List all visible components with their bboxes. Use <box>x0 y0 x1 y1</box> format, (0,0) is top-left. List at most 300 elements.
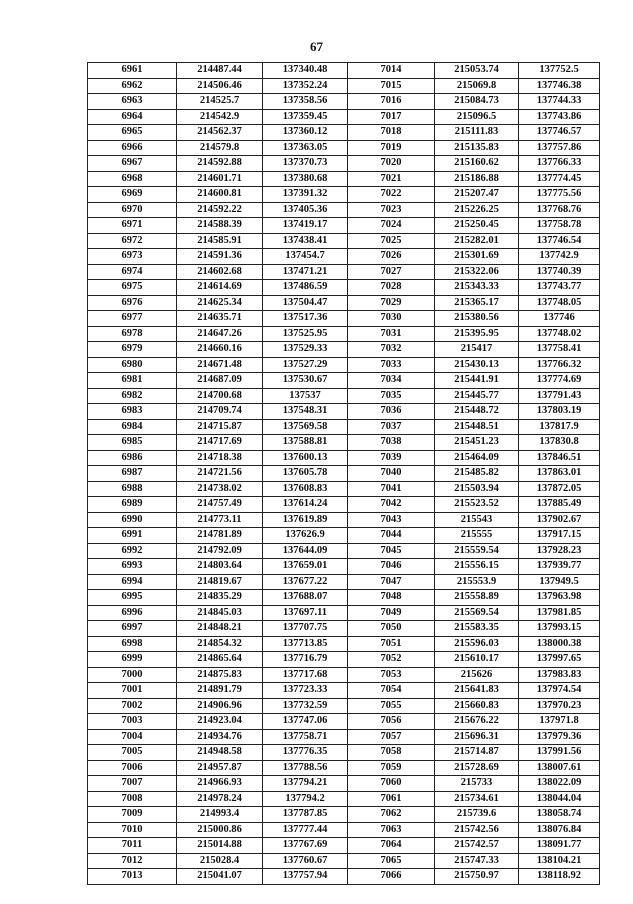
y-coord-right: 137928.23 <box>519 543 600 559</box>
x-coord-left: 214525.7 <box>177 94 263 110</box>
table-row <box>88 512 600 528</box>
table-row <box>88 729 600 745</box>
point-id-right: 7046 <box>348 559 435 575</box>
point-id-left: 7000 <box>88 667 177 683</box>
x-coord-right: 215641.83 <box>435 683 519 699</box>
x-coord-right: 215448.72 <box>435 404 519 420</box>
x-coord-right: 215322.06 <box>435 264 519 280</box>
x-coord-left: 215028.4 <box>177 853 263 869</box>
table-row <box>88 249 600 265</box>
x-coord-right: 215750.97 <box>435 869 519 885</box>
table-row <box>88 776 600 792</box>
point-id-right: 7045 <box>348 543 435 559</box>
x-coord-left: 214592.22 <box>177 202 263 218</box>
point-id-right: 7059 <box>348 760 435 776</box>
table-row <box>88 311 600 327</box>
y-coord-right: 137846.51 <box>519 450 600 466</box>
y-coord-left: 137716.79 <box>263 652 348 668</box>
y-coord-left: 137614.24 <box>263 497 348 513</box>
point-id-right: 7034 <box>348 373 435 389</box>
table-row <box>88 357 600 373</box>
y-coord-left: 137419.17 <box>263 218 348 234</box>
x-coord-right: 215559.54 <box>435 543 519 559</box>
point-id-right: 7064 <box>348 838 435 854</box>
x-coord-right: 215186.88 <box>435 171 519 187</box>
point-id-left: 6984 <box>88 419 177 435</box>
point-id-left: 6964 <box>88 109 177 125</box>
x-coord-left: 214957.87 <box>177 760 263 776</box>
y-coord-left: 137787.85 <box>263 807 348 823</box>
point-id-left: 7009 <box>88 807 177 823</box>
x-coord-left: 214773.11 <box>177 512 263 528</box>
table-row <box>88 528 600 544</box>
y-coord-right: 137949.5 <box>519 574 600 590</box>
x-coord-right: 215610.17 <box>435 652 519 668</box>
y-coord-left: 137527.29 <box>263 357 348 373</box>
point-id-left: 6961 <box>88 63 177 79</box>
y-coord-left: 137688.07 <box>263 590 348 606</box>
y-coord-right: 138076.84 <box>519 822 600 838</box>
x-coord-right: 215053.74 <box>435 63 519 79</box>
y-coord-right: 137939.77 <box>519 559 600 575</box>
y-coord-right: 138000.38 <box>519 636 600 652</box>
x-coord-right: 215430.13 <box>435 357 519 373</box>
point-id-right: 7037 <box>348 419 435 435</box>
x-coord-right: 215226.25 <box>435 202 519 218</box>
table-row <box>88 435 600 451</box>
y-coord-left: 137363.05 <box>263 140 348 156</box>
table-row <box>88 574 600 590</box>
y-coord-right: 137775.56 <box>519 187 600 203</box>
point-id-left: 7011 <box>88 838 177 854</box>
y-coord-right: 137885.49 <box>519 497 600 513</box>
x-coord-left: 214671.48 <box>177 357 263 373</box>
point-id-right: 7039 <box>348 450 435 466</box>
point-id-left: 6995 <box>88 590 177 606</box>
y-coord-right: 137963.98 <box>519 590 600 606</box>
x-coord-right: 215441.91 <box>435 373 519 389</box>
y-coord-left: 137794.2 <box>263 791 348 807</box>
point-id-left: 6991 <box>88 528 177 544</box>
table-row <box>88 466 600 482</box>
y-coord-left: 137380.68 <box>263 171 348 187</box>
y-coord-right: 137830.8 <box>519 435 600 451</box>
y-coord-left: 137525.95 <box>263 326 348 342</box>
point-id-right: 7028 <box>348 280 435 296</box>
point-id-right: 7027 <box>348 264 435 280</box>
x-coord-left: 214585.91 <box>177 233 263 249</box>
y-coord-left: 137608.83 <box>263 481 348 497</box>
x-coord-left: 214923.04 <box>177 714 263 730</box>
table-row <box>88 388 600 404</box>
y-coord-left: 137644.09 <box>263 543 348 559</box>
x-coord-left: 214487.44 <box>177 63 263 79</box>
x-coord-left: 214614.69 <box>177 280 263 296</box>
y-coord-right: 137971.8 <box>519 714 600 730</box>
table-row <box>88 605 600 621</box>
y-coord-right: 138058.74 <box>519 807 600 823</box>
y-coord-right: 137981.85 <box>519 605 600 621</box>
x-coord-left: 214865.64 <box>177 652 263 668</box>
y-coord-left: 137758.71 <box>263 729 348 745</box>
x-coord-right: 215417 <box>435 342 519 358</box>
y-coord-right: 137744.33 <box>519 94 600 110</box>
table-row <box>88 869 600 885</box>
y-coord-right: 137746.57 <box>519 125 600 141</box>
y-coord-left: 137530.67 <box>263 373 348 389</box>
y-coord-left: 137707.75 <box>263 621 348 637</box>
table-row <box>88 450 600 466</box>
x-coord-left: 214781.89 <box>177 528 263 544</box>
y-coord-right: 137872.05 <box>519 481 600 497</box>
x-coord-left: 214635.71 <box>177 311 263 327</box>
table-row <box>88 543 600 559</box>
y-coord-right: 137970.23 <box>519 698 600 714</box>
point-id-left: 6981 <box>88 373 177 389</box>
x-coord-right: 215448.51 <box>435 419 519 435</box>
y-coord-left: 137697.11 <box>263 605 348 621</box>
x-coord-left: 214875.83 <box>177 667 263 683</box>
x-coord-left: 214819.67 <box>177 574 263 590</box>
point-id-left: 7010 <box>88 822 177 838</box>
point-id-right: 7056 <box>348 714 435 730</box>
y-coord-right: 137917.15 <box>519 528 600 544</box>
point-id-left: 6975 <box>88 280 177 296</box>
y-coord-left: 137370.73 <box>263 156 348 172</box>
point-id-left: 6983 <box>88 404 177 420</box>
x-coord-left: 214700.68 <box>177 388 263 404</box>
x-coord-left: 214715.87 <box>177 419 263 435</box>
x-coord-right: 215596.03 <box>435 636 519 652</box>
y-coord-left: 137517.36 <box>263 311 348 327</box>
point-id-right: 7060 <box>348 776 435 792</box>
y-coord-right: 137742.9 <box>519 249 600 265</box>
x-coord-left: 214647.26 <box>177 326 263 342</box>
point-id-right: 7016 <box>348 94 435 110</box>
coordinates-table <box>87 62 600 885</box>
y-coord-left: 137600.13 <box>263 450 348 466</box>
point-id-right: 7049 <box>348 605 435 621</box>
x-coord-right: 215160.62 <box>435 156 519 172</box>
y-coord-left: 137717.68 <box>263 667 348 683</box>
x-coord-right: 215096.5 <box>435 109 519 125</box>
x-coord-right: 215733 <box>435 776 519 792</box>
point-id-left: 6968 <box>88 171 177 187</box>
y-coord-left: 137471.21 <box>263 264 348 280</box>
point-id-right: 7026 <box>348 249 435 265</box>
point-id-left: 7007 <box>88 776 177 792</box>
y-coord-right: 137746 <box>519 311 600 327</box>
y-coord-left: 137788.56 <box>263 760 348 776</box>
y-coord-right: 137743.77 <box>519 280 600 296</box>
x-coord-right: 215739.6 <box>435 807 519 823</box>
point-id-left: 7004 <box>88 729 177 745</box>
y-coord-right: 137774.45 <box>519 171 600 187</box>
y-coord-left: 137340.48 <box>263 63 348 79</box>
table-row <box>88 838 600 854</box>
table-row <box>88 481 600 497</box>
y-coord-left: 137405.36 <box>263 202 348 218</box>
table-row <box>88 63 600 79</box>
point-id-left: 6977 <box>88 311 177 327</box>
point-id-left: 6986 <box>88 450 177 466</box>
x-coord-right: 215660.83 <box>435 698 519 714</box>
point-id-right: 7031 <box>348 326 435 342</box>
x-coord-right: 215301.69 <box>435 249 519 265</box>
x-coord-left: 214601.71 <box>177 171 263 187</box>
x-coord-right: 215207.47 <box>435 187 519 203</box>
x-coord-left: 214934.76 <box>177 729 263 745</box>
y-coord-right: 138022.09 <box>519 776 600 792</box>
x-coord-right: 215250.45 <box>435 218 519 234</box>
y-coord-left: 137360.12 <box>263 125 348 141</box>
table-row <box>88 156 600 172</box>
x-coord-right: 215343.33 <box>435 280 519 296</box>
point-id-right: 7055 <box>348 698 435 714</box>
x-coord-left: 214506.46 <box>177 78 263 94</box>
table-row <box>88 714 600 730</box>
y-coord-left: 137677.22 <box>263 574 348 590</box>
table-row <box>88 171 600 187</box>
point-id-left: 6970 <box>88 202 177 218</box>
x-coord-right: 215485.82 <box>435 466 519 482</box>
point-id-left: 6976 <box>88 295 177 311</box>
x-coord-right: 215676.22 <box>435 714 519 730</box>
y-coord-right: 138104.21 <box>519 853 600 869</box>
x-coord-left: 214757.49 <box>177 497 263 513</box>
point-id-left: 6979 <box>88 342 177 358</box>
y-coord-left: 137626.9 <box>263 528 348 544</box>
y-coord-right: 137743.86 <box>519 109 600 125</box>
y-coord-left: 137569.58 <box>263 419 348 435</box>
y-coord-left: 137486.59 <box>263 280 348 296</box>
x-coord-left: 214660.16 <box>177 342 263 358</box>
point-id-right: 7040 <box>348 466 435 482</box>
y-coord-right: 137766.32 <box>519 357 600 373</box>
point-id-left: 6980 <box>88 357 177 373</box>
y-coord-right: 137791.43 <box>519 388 600 404</box>
point-id-left: 6967 <box>88 156 177 172</box>
x-coord-left: 214602.68 <box>177 264 263 280</box>
table-row <box>88 342 600 358</box>
y-coord-left: 137767.69 <box>263 838 348 854</box>
point-id-right: 7015 <box>348 78 435 94</box>
table-row <box>88 187 600 203</box>
x-coord-left: 214600.81 <box>177 187 263 203</box>
point-id-right: 7044 <box>348 528 435 544</box>
point-id-left: 7012 <box>88 853 177 869</box>
point-id-right: 7057 <box>348 729 435 745</box>
point-id-left: 6998 <box>88 636 177 652</box>
point-id-right: 7043 <box>348 512 435 528</box>
table-row <box>88 621 600 637</box>
y-coord-right: 138091.77 <box>519 838 600 854</box>
point-id-left: 6973 <box>88 249 177 265</box>
x-coord-left: 214591.36 <box>177 249 263 265</box>
x-coord-right: 215558.89 <box>435 590 519 606</box>
point-id-right: 7052 <box>348 652 435 668</box>
x-coord-left: 214803.64 <box>177 559 263 575</box>
table-row <box>88 373 600 389</box>
y-coord-right: 137774.69 <box>519 373 600 389</box>
table-row <box>88 667 600 683</box>
table-row <box>88 109 600 125</box>
y-coord-right: 137974.54 <box>519 683 600 699</box>
y-coord-right: 137997.65 <box>519 652 600 668</box>
coordinates-table-body <box>88 63 600 885</box>
x-coord-right: 215742.57 <box>435 838 519 854</box>
point-id-left: 6992 <box>88 543 177 559</box>
table-row <box>88 125 600 141</box>
x-coord-right: 215569.54 <box>435 605 519 621</box>
point-id-left: 6982 <box>88 388 177 404</box>
y-coord-left: 137760.67 <box>263 853 348 869</box>
y-coord-right: 137757.86 <box>519 140 600 156</box>
y-coord-right: 137803.19 <box>519 404 600 420</box>
point-id-left: 6988 <box>88 481 177 497</box>
y-coord-right: 138044.04 <box>519 791 600 807</box>
y-coord-right: 137746.54 <box>519 233 600 249</box>
x-coord-left: 214891.79 <box>177 683 263 699</box>
y-coord-left: 137548.31 <box>263 404 348 420</box>
table-row <box>88 280 600 296</box>
table-row <box>88 233 600 249</box>
point-id-left: 6994 <box>88 574 177 590</box>
table-row <box>88 404 600 420</box>
table-row <box>88 745 600 761</box>
y-coord-right: 137748.02 <box>519 326 600 342</box>
point-id-right: 7063 <box>348 822 435 838</box>
point-id-left: 6997 <box>88 621 177 637</box>
point-id-right: 7036 <box>348 404 435 420</box>
point-id-left: 6962 <box>88 78 177 94</box>
point-id-right: 7058 <box>348 745 435 761</box>
x-coord-right: 215747.33 <box>435 853 519 869</box>
x-coord-right: 215464.09 <box>435 450 519 466</box>
y-coord-right: 137746.38 <box>519 78 600 94</box>
point-id-left: 6966 <box>88 140 177 156</box>
x-coord-right: 215282.01 <box>435 233 519 249</box>
y-coord-right: 137740.39 <box>519 264 600 280</box>
point-id-left: 6990 <box>88 512 177 528</box>
x-coord-left: 214579.8 <box>177 140 263 156</box>
x-coord-right: 215395.95 <box>435 326 519 342</box>
y-coord-left: 137537 <box>263 388 348 404</box>
point-id-right: 7062 <box>348 807 435 823</box>
point-id-right: 7025 <box>348 233 435 249</box>
point-id-right: 7019 <box>348 140 435 156</box>
table-row <box>88 698 600 714</box>
point-id-left: 7005 <box>88 745 177 761</box>
point-id-left: 7008 <box>88 791 177 807</box>
x-coord-left: 214848.21 <box>177 621 263 637</box>
y-coord-right: 137768.76 <box>519 202 600 218</box>
y-coord-left: 137358.56 <box>263 94 348 110</box>
point-id-right: 7014 <box>348 63 435 79</box>
y-coord-right: 137863.01 <box>519 466 600 482</box>
x-coord-left: 214966.93 <box>177 776 263 792</box>
x-coord-right: 215445.77 <box>435 388 519 404</box>
point-id-left: 6974 <box>88 264 177 280</box>
x-coord-left: 215014.88 <box>177 838 263 854</box>
point-id-left: 7001 <box>88 683 177 699</box>
point-id-right: 7038 <box>348 435 435 451</box>
point-id-left: 6969 <box>88 187 177 203</box>
table-row <box>88 295 600 311</box>
y-coord-left: 137747.06 <box>263 714 348 730</box>
x-coord-left: 214588.39 <box>177 218 263 234</box>
x-coord-left: 214625.34 <box>177 295 263 311</box>
x-coord-left: 214718.38 <box>177 450 263 466</box>
x-coord-left: 214792.09 <box>177 543 263 559</box>
x-coord-right: 215084.73 <box>435 94 519 110</box>
table-row <box>88 202 600 218</box>
point-id-left: 6971 <box>88 218 177 234</box>
table-row <box>88 326 600 342</box>
x-coord-right: 215728.69 <box>435 760 519 776</box>
table-row <box>88 590 600 606</box>
point-id-right: 7061 <box>348 791 435 807</box>
point-id-right: 7020 <box>348 156 435 172</box>
table-row <box>88 264 600 280</box>
point-id-left: 6978 <box>88 326 177 342</box>
table-row <box>88 78 600 94</box>
point-id-right: 7053 <box>348 667 435 683</box>
x-coord-left: 214562.37 <box>177 125 263 141</box>
y-coord-left: 137732.59 <box>263 698 348 714</box>
point-id-right: 7033 <box>348 357 435 373</box>
x-coord-right: 215734.61 <box>435 791 519 807</box>
x-coord-right: 215626 <box>435 667 519 683</box>
point-id-right: 7017 <box>348 109 435 125</box>
x-coord-right: 215451.23 <box>435 435 519 451</box>
point-id-right: 7021 <box>348 171 435 187</box>
x-coord-left: 214835.29 <box>177 590 263 606</box>
y-coord-left: 137352.24 <box>263 78 348 94</box>
x-coord-right: 215556.15 <box>435 559 519 575</box>
y-coord-right: 137983.83 <box>519 667 600 683</box>
y-coord-left: 137438.41 <box>263 233 348 249</box>
x-coord-left: 214721.56 <box>177 466 263 482</box>
table-row <box>88 218 600 234</box>
y-coord-right: 138118.92 <box>519 869 600 885</box>
table-row <box>88 683 600 699</box>
x-coord-left: 214845.03 <box>177 605 263 621</box>
x-coord-left: 214978.24 <box>177 791 263 807</box>
point-id-left: 7006 <box>88 760 177 776</box>
x-coord-left: 214854.32 <box>177 636 263 652</box>
table-row <box>88 497 600 513</box>
x-coord-left: 214592.88 <box>177 156 263 172</box>
point-id-left: 6999 <box>88 652 177 668</box>
x-coord-right: 215696.31 <box>435 729 519 745</box>
table-row <box>88 559 600 575</box>
point-id-left: 6963 <box>88 94 177 110</box>
y-coord-left: 137359.45 <box>263 109 348 125</box>
y-coord-right: 137902.67 <box>519 512 600 528</box>
y-coord-right: 137993.15 <box>519 621 600 637</box>
y-coord-left: 137794.21 <box>263 776 348 792</box>
x-coord-right: 215553.9 <box>435 574 519 590</box>
point-id-left: 6996 <box>88 605 177 621</box>
x-coord-right: 215135.83 <box>435 140 519 156</box>
y-coord-left: 137529.33 <box>263 342 348 358</box>
y-coord-left: 137588.81 <box>263 435 348 451</box>
page-number: 67 <box>310 39 323 54</box>
y-coord-right: 137758.78 <box>519 218 600 234</box>
x-coord-right: 215069.8 <box>435 78 519 94</box>
y-coord-left: 137619.89 <box>263 512 348 528</box>
